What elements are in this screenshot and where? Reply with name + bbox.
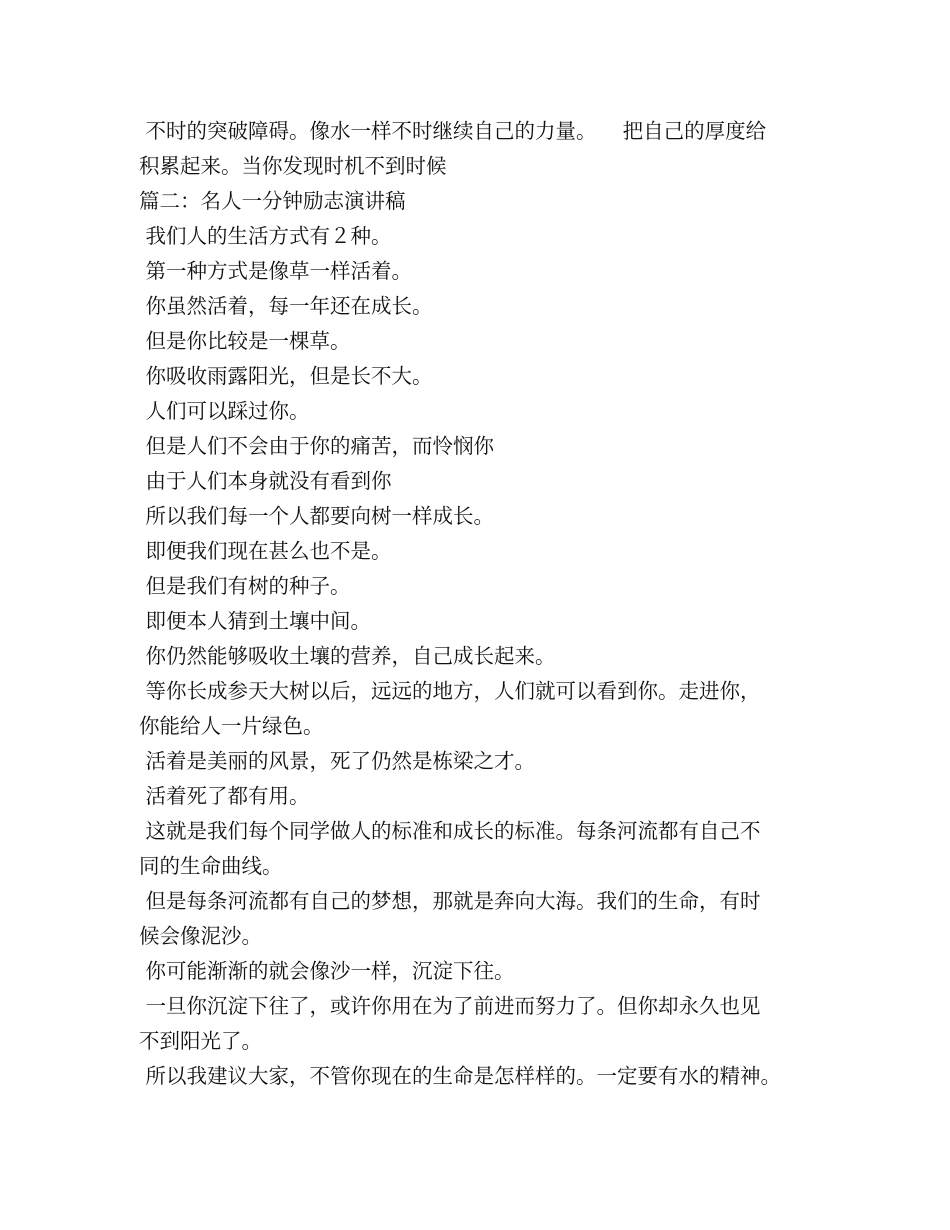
text-line: 活着是美丽的风景，死了仍然是栋梁之才。 — [139, 749, 536, 773]
text-line: 第一种方式是像草一样活着。 — [139, 259, 413, 283]
text-line: 但是我们有树的种子。 — [139, 574, 351, 598]
text-line: 候会像泥沙。 — [139, 924, 262, 948]
text-line: 一旦你沉淀下往了，或许你用在为了前进而努力了。但你却永久也见 — [139, 994, 761, 1018]
document-body — [139, 114, 819, 1094]
text-line: 这就是我们每个同学做人的标准和成长的标准。每条河流都有自己不 — [139, 819, 761, 843]
text-line: 等你长成参天大树以后，远远的地方，人们就可以看到你。走进你， — [139, 679, 761, 703]
text-line: 但是你比较是一棵草。 — [139, 329, 351, 353]
text-line: 人们可以踩过你。 — [139, 399, 310, 423]
text-line: 即便本人猜到土壤中间。 — [139, 609, 372, 633]
text-line: 我们人的生活方式有２种。 — [139, 224, 392, 248]
text-line: 你虽然活着，每一年还在成长。 — [139, 294, 433, 318]
text-line: 但是每条河流都有自己的梦想，那就是奔向大海。我们的生命，有时 — [139, 889, 761, 913]
text-line: 即便我们现在甚么也不是。 — [139, 539, 392, 563]
text-line: 同的生命曲线。 — [139, 854, 283, 878]
section-heading: 篇二：名人一分钟励志演讲稿 — [139, 189, 406, 213]
text-line: 你吸收雨露阳光，但是长不大。 — [139, 364, 433, 388]
text-line: 你仍然能够吸收土壤的营养，自己成长起来。 — [139, 644, 556, 668]
text-line: 所以我们每一个人都要向树一样成长。 — [139, 504, 495, 528]
text-line: 不到阳光了。 — [139, 1029, 262, 1053]
text-line: 由于人们本身就没有看到你 — [139, 469, 392, 493]
text-line: 活着死了都有用。 — [139, 784, 310, 808]
text-line: 不时的突破障碍。像水一样不时继续自己的力量。 把自己的厚度给 — [139, 119, 767, 143]
text-line: 所以我建议大家，不管你现在的生命是怎样样的。一定要有水的精神。 — [139, 1064, 782, 1088]
text-line: 积累起来。当你发现时机不到时候 — [139, 154, 447, 178]
text-line: 你可能渐渐的就会像沙一样，沉淀下往。 — [139, 959, 515, 983]
text-line: 但是人们不会由于你的痛苦，而怜悯你 — [139, 434, 495, 458]
text-line: 你能给人一片绿色。 — [139, 714, 324, 738]
